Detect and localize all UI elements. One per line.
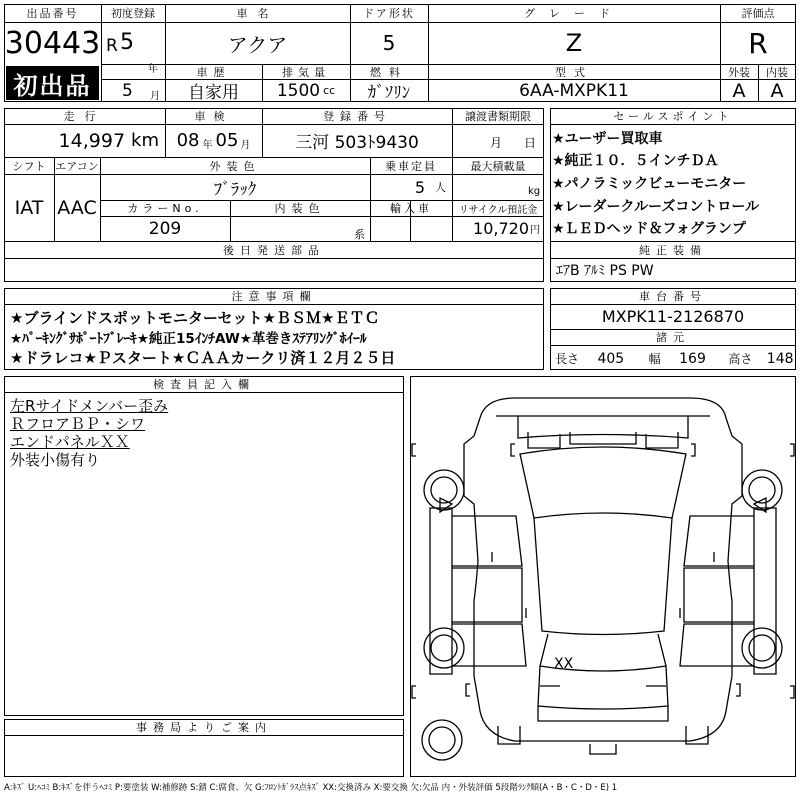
int-color-unit: 系 [354,228,365,241]
car-diagram [410,376,796,777]
shaken-month: 05 [215,130,239,151]
capacity-label: 乗車定員 [385,159,437,173]
interior-grade: A [770,79,784,102]
sales-point-item: ★レーダークルーズコントロール [552,199,760,215]
inspector-line: 左Rサイドメンバー歪み [10,397,169,415]
max-load-unit: kg [528,186,541,197]
first-reg-year-unit: 年 [148,64,158,75]
capacity-unit: 人 [435,181,446,194]
notes-label: 注意事項欄 [231,290,317,303]
shaken-label: 車検 [194,110,233,123]
lot-label: 出品番号 [26,7,79,20]
equipment-label: 純正装備 [639,243,707,257]
plate-label: 登録番号 [323,110,391,123]
displacement-unit: cc [323,84,336,97]
note-line: ★ブラインドスポットモニターセット★ＢＳＭ★ＥＴＣ [10,309,380,327]
sales-point-item: ★パノラミックビューモニター [552,176,747,192]
first-listing-badge: 初出品 [6,66,99,100]
height-value: 148 [766,351,794,367]
damage-mark: XX [554,656,574,672]
fuel-value: ｶﾞｿﾘﾝ [367,83,411,103]
mileage-value [4,124,165,157]
history-value: 自家用 [188,83,239,103]
exterior-grade: A [732,79,746,102]
grade-label: グレード [524,7,624,20]
lot-number: 30443 [4,25,101,61]
color-no-label: カラーNo. [127,202,203,215]
shaken-value [165,124,262,157]
aircon-value: AAC [57,196,97,219]
width-value: 169 [679,351,706,367]
import-label: 輸入車 [390,202,432,215]
height-label: 高さ [728,352,753,366]
after-parts-label: 後日発送部品 [223,243,325,257]
capacity-number: 5 [414,177,425,197]
recycle-value [452,216,544,241]
dims-row [555,350,794,367]
transfer-deadline-label: 譲渡書類期限 [465,110,531,123]
car-name-value: アクア [227,32,288,57]
plate-value: 三河 503ﾄ9430 [295,133,419,153]
history-label: 車歴 [196,65,231,79]
model-value: 6AA-MXPK11 [519,80,629,101]
office-label: 事務局よりご案内 [136,721,272,734]
sales-points-label: セールスポイント [613,110,733,123]
rating-value: R [748,26,768,60]
car-name-label: 車名 [236,7,279,20]
length-value: 405 [597,351,625,367]
displacement-label: 排気量 [282,65,330,79]
length-label: 長さ [555,352,580,366]
dims-label: 諸元 [656,331,690,344]
fuel-label: 燃料 [370,65,408,79]
displacement-number: 1500 [276,80,321,101]
note-line: ★ﾊﾟｰｷﾝｸﾞｻﾎﾟｰﾄﾌﾞﾚｰｷ★純正15ｲﾝﾁAW★革巻きｽﾃｱﾘﾝｸﾞﾎｲｰﾙ [10,331,367,347]
int-color-label: 内装色 [274,202,326,215]
model-label: 型式 [555,65,593,79]
displacement-value [262,79,350,102]
recycle-number: 10,720 [473,219,529,238]
first-reg-month: 5 [122,81,133,101]
shift-label: シフト [12,159,46,173]
shaken-year: 08 [176,130,200,151]
sales-point-item: ★ユーザー買取車 [552,131,663,147]
exterior-label: 外装 [728,65,750,79]
inspector-line: 外装小傷有り [10,451,101,469]
width-label: 幅 [648,352,661,366]
ext-color-label: 外装色 [209,159,261,173]
mileage-unit: km [131,130,159,151]
shift-value: IAT [14,196,44,219]
max-load-label: 最大積載量 [470,159,526,173]
doors-value: 5 [382,31,396,55]
mileage-number: 14,997 [58,129,126,152]
ext-color-value: ﾌﾞﾗｯｸ [213,179,257,200]
sales-point-item: ★ＬＥＤヘッド＆フォグランプ [552,221,746,237]
first-reg-year: 5 [120,30,134,55]
mileage-label: 走行 [63,110,106,123]
chassis-label: 車台番号 [639,290,707,303]
shaken-month-unit: 月 [240,140,251,151]
inspector-line: エンドパネルＸＸ [10,433,130,451]
doors-label: ドア形状 [363,7,415,20]
chassis-value: MXPK11-2126870 [601,307,745,326]
recycle-unit: 円 [530,225,540,236]
aircon-label: エアコン [55,159,99,173]
first-reg-label: 初度登録 [111,7,155,20]
first-reg-month-unit: 月 [150,91,160,102]
transfer-month-unit: 月 [490,136,503,150]
recycle-label: リサイクル預託金 [458,204,538,216]
legend-text: A:ｷｽﾞ U:ﾍｺﾐ B:ｷｽﾞを伴うﾍｺﾐ P:要塗装 W:補修跡 S:錆 C:腐食、欠 G:ﾌﾛﾝﾄｶﾞﾗｽ点ｷｽﾞ XX:交換済み X:要交換 欠:欠品 内・外装評価 5段階ﾗﾝｸ順(A・B・C・D・E) 1 [4,783,618,793]
interior-label: 内装 [766,65,788,79]
shaken-year-unit: 年 [202,140,213,151]
sales-point-item: ★純正１０．５インチＤＡ [552,153,719,169]
note-line: ★ドラレコ★Ｐスタート★ＣＡＡカークリ済１２月２５日 [10,349,396,367]
inspector-label: 検査員記入欄 [153,378,255,391]
equipment-value: ｴｱB ｱﾙﾐ PS PW [556,263,654,279]
grade-value: Z [565,29,583,57]
color-no-value: 209 [148,218,182,239]
inspector-line: ＲフロアＢＰ・シワ [10,415,146,433]
capacity-value [370,174,452,200]
transfer-day-unit: 日 [524,136,537,150]
first-reg-era: R [106,36,118,56]
rating-label: 評価点 [741,7,775,20]
